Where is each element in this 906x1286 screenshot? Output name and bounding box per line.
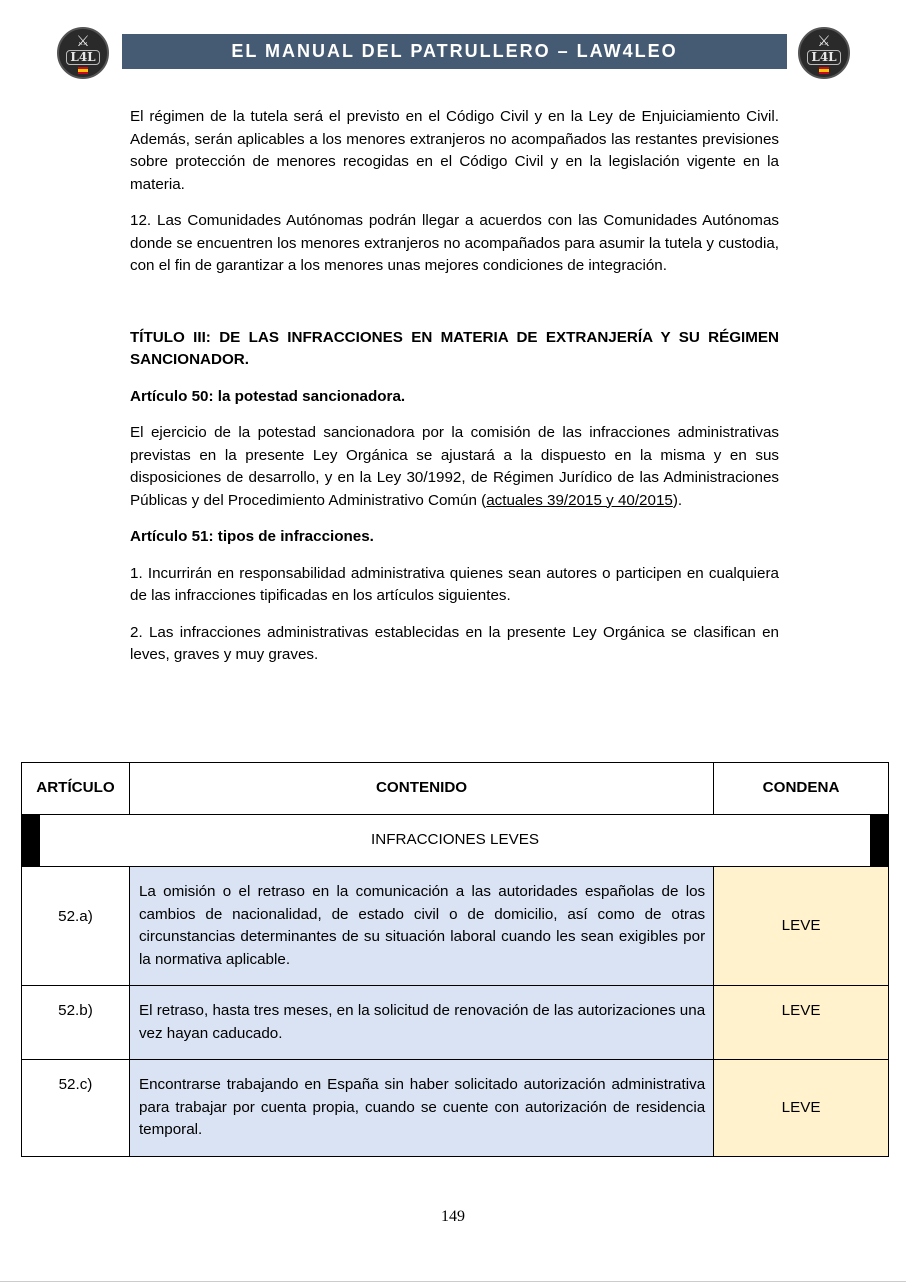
table-row	[22, 986, 889, 1060]
section-bar-right	[870, 815, 888, 866]
header-banner	[122, 34, 787, 69]
page-bottom-divider	[0, 1281, 906, 1282]
paragraph-12: 12. Las Comunidades Autónomas podrán llegar a acuerdos con las Comunidades Autónomas donde se encuentren los menores extranjeros no acompañados para asumir la tutela y custodia, con el fin de garantizar a los menores unas mejores condiciones de integración.	[130, 212, 779, 274]
row-condena: LEVE	[714, 867, 889, 986]
title-iii-heading: TÍTULO III: DE LAS INFRACCIONES EN MATERIA DE EXTRANJERÍA Y SU RÉGIMEN SANCIONADOR.	[130, 328, 779, 368]
article-50-link[interactable]: actuales 39/2015 y 40/2015	[486, 491, 673, 509]
row-contenido: La omisión o el retraso en la comunicación a las autoridades españolas de los cambios de nacionalidad, de estado civil o de domicilio, así como de otras circunstancias determinantes de su situación laboral cuando les sean exigibles por la normativa aplicable.	[129, 867, 713, 986]
page-body	[130, 106, 779, 681]
article-51-paragraph-1: 1. Incurrirán en responsabilidad administrativa quienes sean autores o participen en cualquiera de las infracciones tipificadas en los artículos siguientes.	[130, 564, 779, 604]
spain-flag-icon	[819, 67, 829, 74]
section-label: INFRACCIONES LEVES	[371, 831, 539, 849]
law4leo-logo-left	[57, 27, 109, 79]
row-condena: LEVE	[714, 986, 889, 1060]
row-condena: LEVE	[714, 1060, 889, 1157]
section-bar-left	[22, 815, 40, 866]
section-cell	[22, 815, 889, 867]
row-contenido: Encontrarse trabajando en España sin haber solicitado autorización administrativa para trabajar por cuenta propia, cuando se cuente con autorización de residencia temporal.	[129, 1060, 713, 1157]
paragraph-tutela: El régimen de la tutela será el previsto en el Código Civil y en la Ley de Enjuiciamiento Civil. Además, serán aplicables a los menores extranjeros no acompañados las restantes previsiones sobre protección de menores recogidas en el Código Civil y en la legislación vigente en la materia.	[130, 108, 779, 193]
law4leo-logo-right	[798, 27, 850, 79]
spain-flag-icon	[78, 67, 88, 74]
article-50-text	[130, 422, 779, 512]
page-number: 149	[441, 1208, 465, 1225]
header-title: EL MANUAL DEL PATRULLERO – LAW4LEO	[231, 41, 678, 61]
row-articulo: 52.c)	[22, 1060, 130, 1157]
row-articulo: 52.a)	[22, 867, 130, 986]
article-51-heading: Artículo 51: tipos de infracciones.	[130, 528, 374, 545]
infractions-table	[21, 762, 889, 1157]
header-condena: CONDENA	[714, 763, 889, 815]
article-50-body: El ejercicio de la potestad sancionadora por la comisión de las infracciones administrativas previstas en la presente Ley Orgánica se ajustará a la dispuesto en la misma y en sus disposiciones de desarrollo, y en la Ley 30/1992, de Régimen Jurídico de las Administraciones Públicas y del Procedimiento Administrativo Común (	[130, 424, 779, 509]
article-51-paragraph-2: 2. Las infracciones administrativas establecidas en la presente Ley Orgánica se clasifican en leves, graves y muy graves.	[130, 623, 779, 663]
crossed-swords-icon: ⚔	[76, 33, 90, 50]
header-contenido: CONTENIDO	[129, 763, 713, 815]
header-articulo: ARTÍCULO	[22, 763, 130, 815]
table-row	[22, 1060, 889, 1157]
logo-mark: L4L	[807, 50, 840, 65]
article-50-heading: Artículo 50: la potestad sancionadora.	[130, 387, 406, 405]
section-row	[22, 815, 889, 867]
crossed-swords-icon: ⚔	[817, 33, 831, 50]
row-contenido: El retraso, hasta tres meses, en la solicitud de renovación de las autorizaciones una vez hayan caducado.	[129, 986, 713, 1060]
table-row	[22, 867, 889, 986]
article-50-end: ).	[672, 491, 683, 509]
row-articulo: 52.b)	[22, 986, 130, 1060]
logo-mark: L4L	[66, 50, 99, 65]
table-header-row	[22, 763, 889, 815]
